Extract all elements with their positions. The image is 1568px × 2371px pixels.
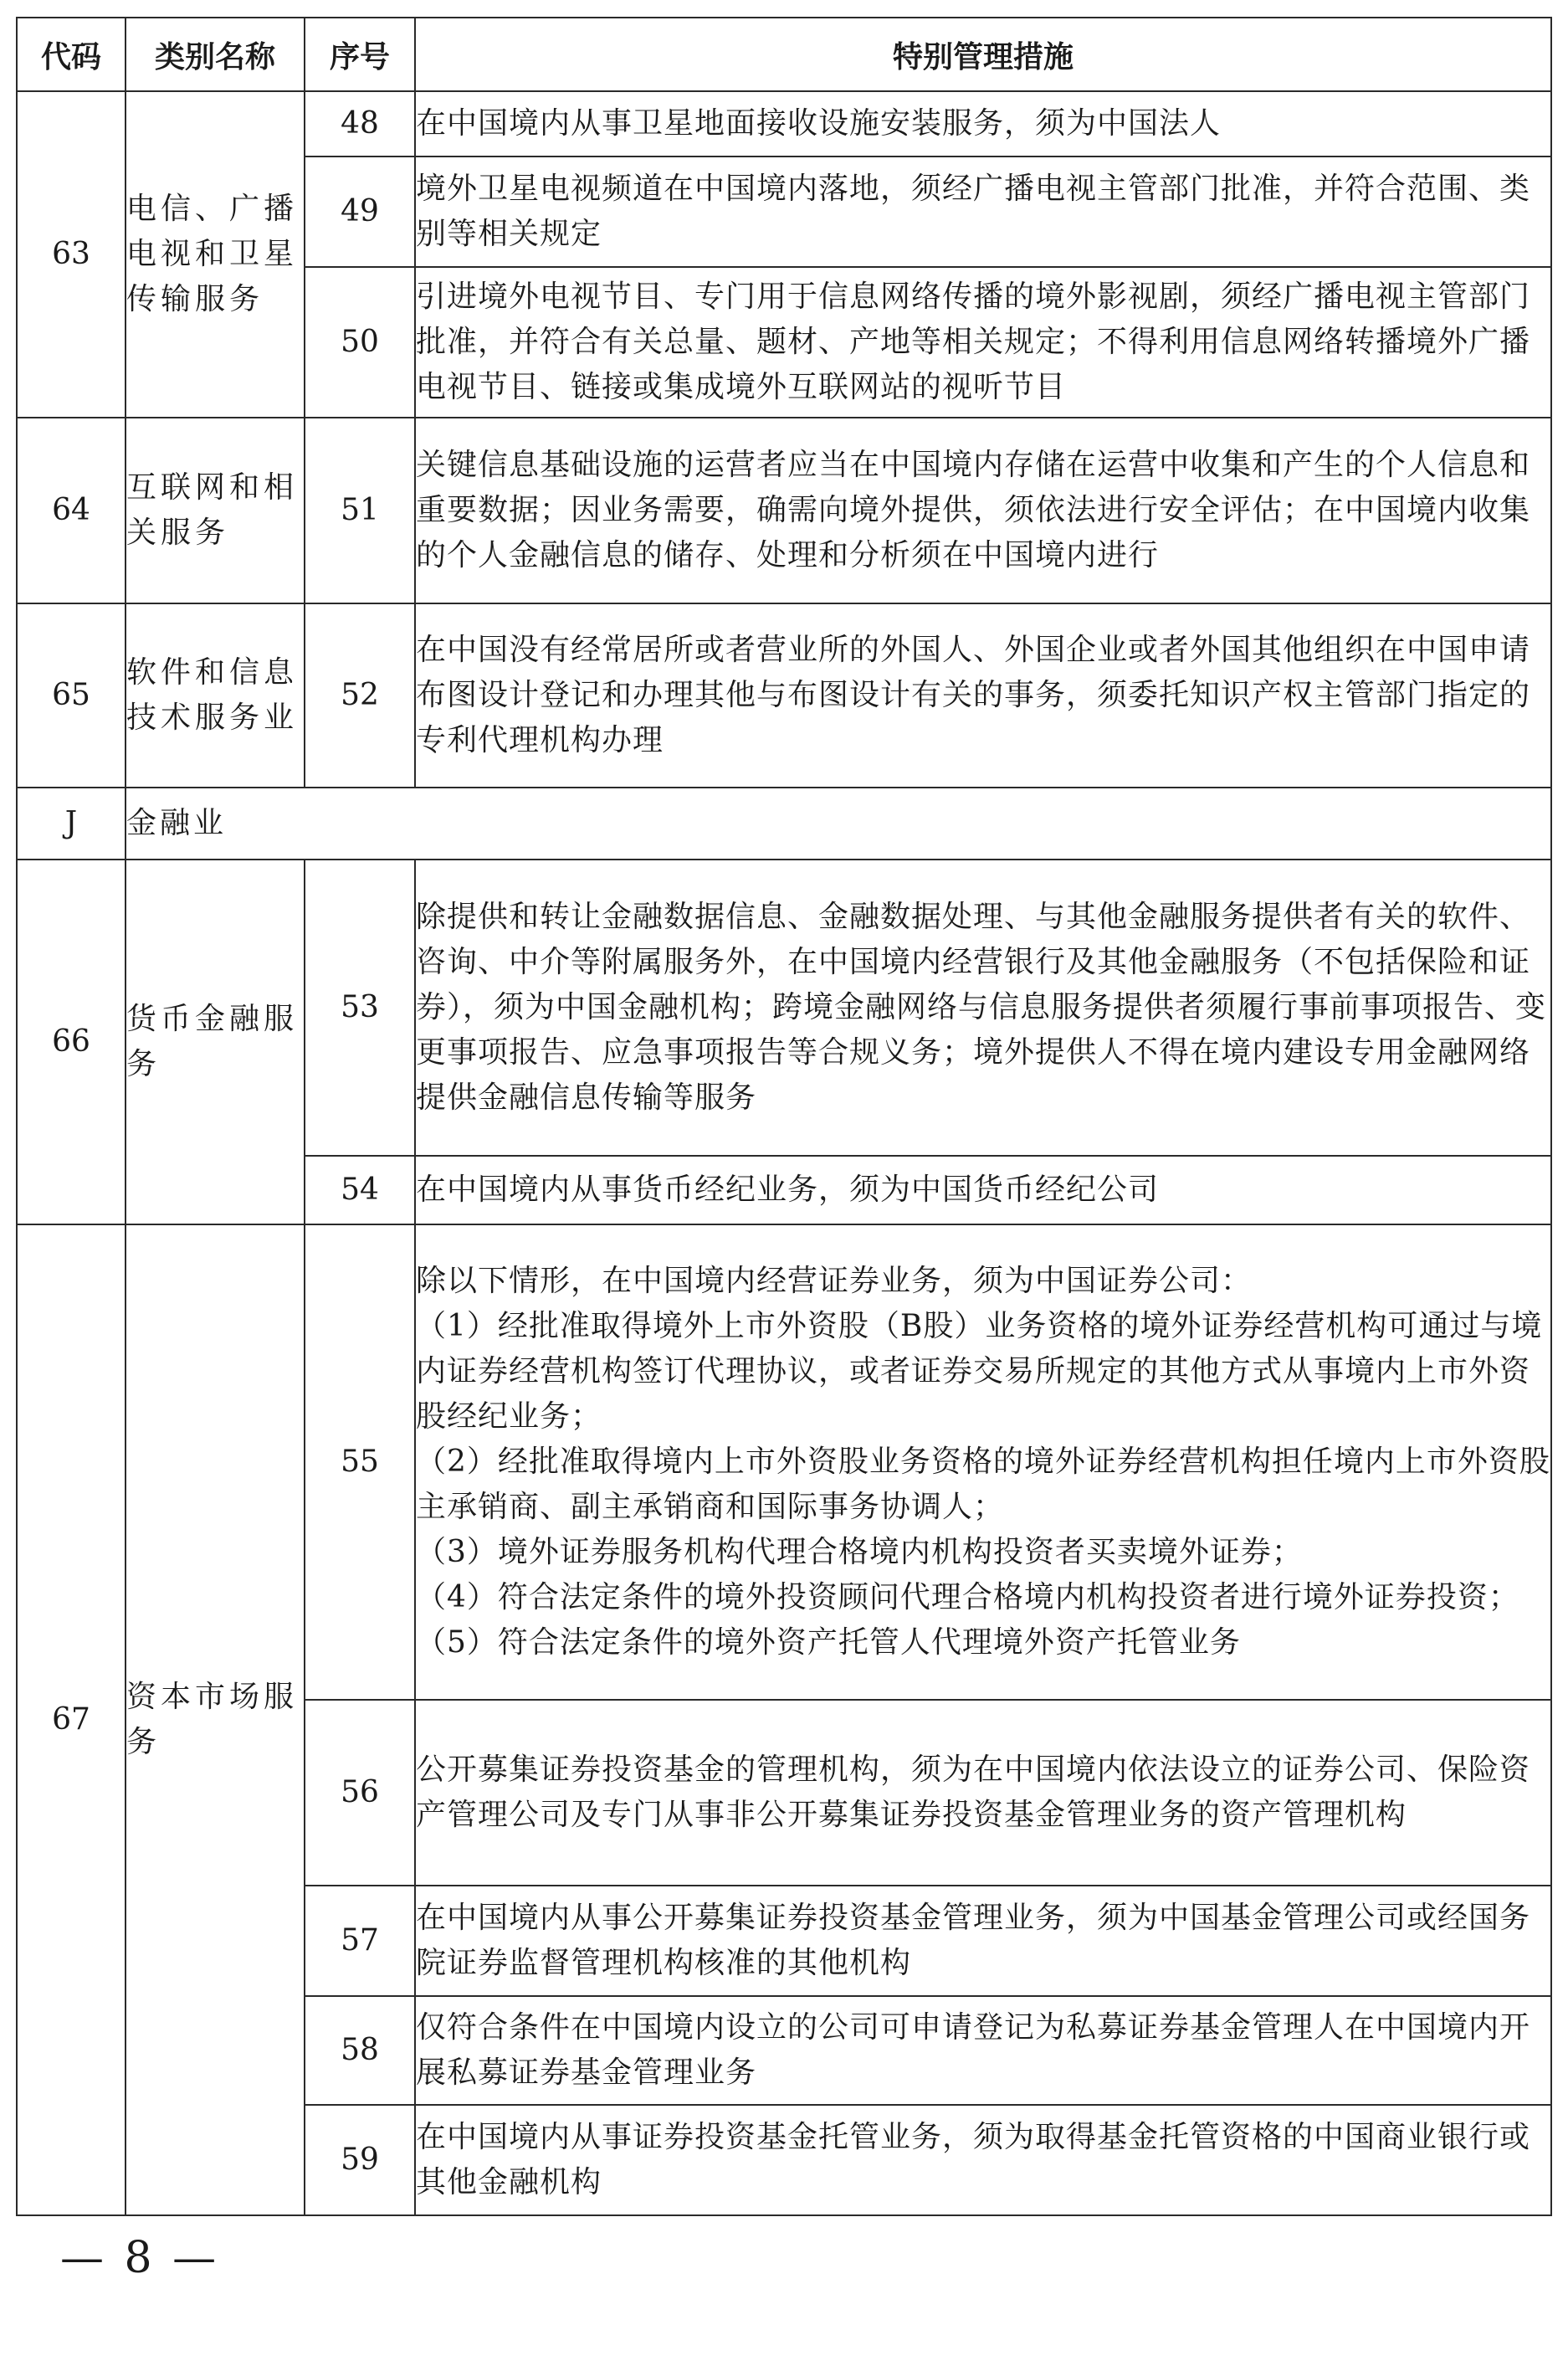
measure-text: 在中国境内从事证券投资基金托管业务，须为取得基金托管资格的中国商业银行或其他金融机构 [415,2105,1551,2215]
section-title: 金融业 [126,788,1551,860]
measure-text: 公开募集证券投资基金的管理机构，须为在中国境内依法设立的证券公司、保险资产管理公司及专门从事非公开募集证券投资基金管理业务的资产管理机构 [415,1700,1551,1886]
measure-text: 在中国没有经常居所或者营业所的外国人、外国企业或者外国其他组织在中国申请布图设计登记和办理其他与布图设计有关的事务，须委托知识产权主管部门指定的专利代理机构办理 [415,603,1551,788]
row-code: 63 [17,91,126,418]
measure-seq: 52 [305,603,415,788]
table-header-row [17,18,1551,91]
measure-line: （1）经批准取得境外上市外资股（B股）业务资格的境外证券经营机构可通过与境内证券经营机构签订代理协议，或者证券交易所规定的其他方式从事境内上市外资股经纪业务； [416,1309,1543,1434]
measures-table [16,17,1552,2216]
measure-seq: 57 [305,1886,415,1996]
measure-text: 除提供和转让金融数据信息、金融数据处理、与其他金融服务提供者有关的软件、咨询、中介等附属服务外，在中国境内经营银行及其他金融服务（不包括保险和证券），须为中国金融机构；跨境金融网络与信息服务提供者须履行事前事项报告、变更事项报告、应急事项报告等合规义务；境外提供人不得在境内建设专用金融网络提供金融信息传输等服务 [415,860,1551,1156]
table-row [17,91,1551,157]
measure-line: （2）经批准取得境内上市外资股业务资格的境外证券经营机构担任境内上市外资股主承销商、副主承销商和国际事务协调人； [416,1445,1550,1524]
category-name: 货币金融服务 [126,860,305,1224]
header-category: 类别名称 [126,18,305,91]
measure-seq: 58 [305,1996,415,2105]
measure-text: 关键信息基础设施的运营者应当在中国境内存储在运营中收集和产生的个人信息和重要数据；因业务需要，确需向境外提供，须依法进行安全评估；在中国境内收集的个人金融信息的储存、处理和分析须在中国境内进行 [415,418,1551,603]
measure-seq: 59 [305,2105,415,2215]
row-code: 65 [17,603,126,788]
measure-seq: 48 [305,91,415,157]
measure-seq: 51 [305,418,415,603]
measure-seq: 49 [305,157,415,267]
measure-seq: 54 [305,1156,415,1224]
category-name: 资本市场服务 [126,1224,305,2215]
row-code: 67 [17,1224,126,2215]
header-code: 代码 [17,18,126,91]
category-name: 互联网和相关服务 [126,418,305,603]
row-code: 66 [17,860,126,1224]
measure-seq: 50 [305,267,415,418]
measure-seq: 56 [305,1700,415,1886]
category-name: 软件和信息技术服务业 [126,603,305,788]
measure-text: 引进境外电视节目、专门用于信息网络传播的境外影视剧，须经广播电视主管部门批准，并符合有关总量、题材、产地等相关规定；不得利用信息网络转播境外广播电视节目、链接或集成境外互联网站的视听节目 [415,267,1551,418]
measure-line: 除以下情形，在中国境内经营证券业务，须为中国证券公司： [416,1264,1253,1298]
page-number: — 8 — [60,2233,220,2283]
table-row [17,603,1551,788]
measure-seq: 55 [305,1224,415,1700]
header-seq: 序号 [305,18,415,91]
measure-text-list [415,1224,1551,1700]
header-measure: 特别管理措施 [415,18,1551,91]
measure-line: （4）符合法定条件的境外投资顾问代理合格境内机构投资者进行境外证券投资； [416,1580,1519,1614]
measure-text: 境外卫星电视频道在中国境内落地，须经广播电视主管部门批准，并符合范围、类别等相关规定 [415,157,1551,267]
measure-text: 在中国境内从事货币经纪业务，须为中国货币经纪公司 [415,1156,1551,1224]
section-row [17,788,1551,860]
table-row [17,418,1551,603]
category-name: 电信、广播电视和卫星传输服务 [126,91,305,418]
table-row [17,860,1551,1156]
measure-text: 在中国境内从事公开募集证券投资基金管理业务，须为中国基金管理公司或经国务院证券监督管理机构核准的其他机构 [415,1886,1551,1996]
section-code: J [17,788,126,860]
row-code: 64 [17,418,126,603]
measure-text: 仅符合条件在中国境内设立的公司可申请登记为私募证券基金管理人在中国境内开展私募证券基金管理业务 [415,1996,1551,2105]
measure-line: （5）符合法定条件的境外资产托管人代理境外资产托管业务 [416,1625,1241,1660]
measure-line: （3）境外证券服务机构代理合格境内机构投资者买卖境外证券； [416,1535,1303,1569]
measure-seq: 53 [305,860,415,1156]
measure-text: 在中国境内从事卫星地面接收设施安装服务，须为中国法人 [415,91,1551,157]
table-row [17,1224,1551,1700]
